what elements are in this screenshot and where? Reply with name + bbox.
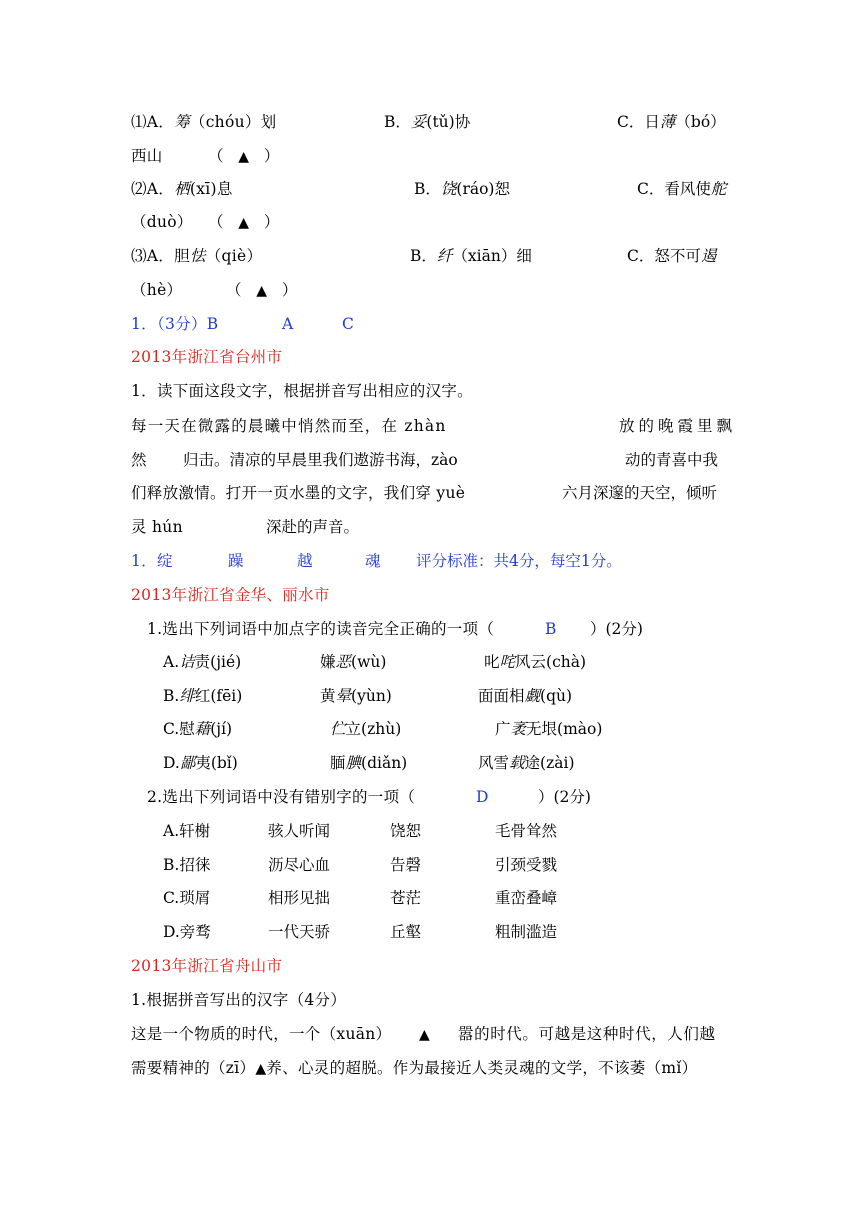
option-cell: 一代天骄 <box>268 923 331 941</box>
answer-item: 魂 <box>365 552 381 570</box>
option-cell: 告磬 <box>390 856 422 874</box>
paragraph-line: 们释放激情。打开一页水墨的文字，我们穿 yuè <box>131 484 466 502</box>
option-b: B．饶(ráo)恕 <box>414 180 510 198</box>
paragraph-line: 每一天在微露的晨曦中悄然而至，在 zhàn <box>131 417 447 435</box>
option-b: B．妥(tǔ)协 <box>384 113 471 131</box>
answer-item: D <box>476 788 489 806</box>
answer-item: B <box>545 620 557 638</box>
paragraph-text: 放的晚霞里飘 <box>619 417 737 435</box>
option-cell: B.绯红(fēi) <box>163 687 243 705</box>
question-line: ⑵A．栖(xī)息 <box>131 180 233 198</box>
triangle-icon: ▲ <box>256 283 268 299</box>
triangle-icon: ▲ <box>255 1061 267 1077</box>
option-cell: 叱咤风云(chà) <box>484 653 587 671</box>
option-cell: C.琐屑 <box>163 889 211 907</box>
question-line: 1.根据拼音写出的汉字（4分） <box>131 991 347 1009</box>
option-cell: 伫立(zhù) <box>330 720 402 738</box>
paragraph-line: 灵 hún <box>131 518 183 536</box>
section-heading: 2013年浙江省台州市 <box>131 348 283 366</box>
option-cell: C.慰藉(jí) <box>163 720 233 738</box>
option-cell: 丘壑 <box>390 923 422 941</box>
option-cell: A.诘责(jié) <box>163 653 242 671</box>
option-cell: 苍茫 <box>390 889 422 907</box>
option-cell: 重峦叠嶂 <box>495 889 558 907</box>
fill-blank <box>419 1019 430 1050</box>
question-line: （hè） <box>131 281 183 299</box>
triangle-icon: ▲ <box>419 1027 430 1043</box>
question-line: 1．读下面这段文字，根据拼音写出相应的汉字。 <box>131 382 473 400</box>
answer-line: 1．（3分）B <box>131 315 219 333</box>
option-cell: 嫌恶(wù) <box>320 653 387 671</box>
paragraph-text: 动的青喜中我 <box>625 451 719 469</box>
option-c: C．怒不可遏 <box>627 247 717 265</box>
option-cell: 黄晕(yùn) <box>320 687 392 705</box>
paragraph-line: 然 <box>131 451 147 469</box>
question-line: ⑴A．筹（chóu）划 <box>131 113 277 131</box>
score-note: ）(2分) <box>590 620 643 638</box>
option-cell: 相形见拙 <box>268 889 331 907</box>
option-cell: A.轩榭 <box>163 822 211 840</box>
paragraph-text: 嚣的时代。可越是这种时代，人们越 <box>458 1025 716 1043</box>
option-cell: 饶恕 <box>390 822 422 840</box>
option-cell: B.招徕 <box>163 856 211 874</box>
option-cell: D.鄙夷(bǐ) <box>163 754 238 772</box>
option-c: C．看风使舵 <box>637 180 727 198</box>
triangle-icon: ▲ <box>238 149 250 165</box>
answer-item: 躁 <box>228 552 244 570</box>
question-line: ⑶A．胆怯（qiè） <box>131 247 263 265</box>
triangle-icon: ▲ <box>238 215 250 231</box>
answer-item: A <box>282 315 294 333</box>
question-line: 1.选出下列词语中加点字的读音完全正确的一项（ <box>147 620 495 638</box>
question-line: （duò） <box>131 213 193 231</box>
paragraph-text: 归击。清凉的早晨里我们遨游书海，zào <box>183 451 458 469</box>
option-cell: 广袤无垠(mào) <box>495 720 603 738</box>
option-cell: D.旁骛 <box>163 923 211 941</box>
section-heading: 2013年浙江省金华、丽水市 <box>131 586 330 604</box>
question-line: 西山 <box>131 147 163 165</box>
paragraph-text: 六月深邃的天空，倾听 <box>562 484 718 502</box>
scoring-note: 评分标准：共4分，每空1分。 <box>416 552 622 570</box>
paragraph-text: 深赴的声音。 <box>266 518 360 536</box>
paragraph-line: 这是一个物质的时代，一个（xuān） <box>131 1025 392 1043</box>
answer-blank: （ ▲ ） <box>208 147 280 165</box>
answer-blank: （ ▲ ） <box>226 281 298 299</box>
option-b: B．纤（xiān）细 <box>410 247 532 265</box>
option-cell: 骇人听闻 <box>268 822 331 840</box>
question-line: 2.选出下列词语中没有错别字的一项（ <box>147 788 416 806</box>
section-heading: 2013年浙江省舟山市 <box>131 957 283 975</box>
option-cell: 风雪载途(zài) <box>478 754 575 772</box>
option-cell: 沥尽心血 <box>268 856 331 874</box>
option-cell: 毛骨耸然 <box>495 822 558 840</box>
answer-item: 越 <box>297 552 313 570</box>
paragraph-line: 需要精神的（zī）▲养、心灵的超脱。作为最接近人类灵魂的文学，不该萎（mǐ） <box>131 1059 698 1077</box>
answer-blank: （ ▲ ） <box>208 213 280 231</box>
answer-item: C <box>342 315 354 333</box>
option-cell: 粗制滥造 <box>495 923 558 941</box>
answer-line: 1．绽 <box>131 552 173 570</box>
option-c: C．日薄（bó） <box>617 113 726 131</box>
option-cell: 引颈受戮 <box>495 856 558 874</box>
option-cell: 面面相觑(qù) <box>478 687 573 705</box>
option-cell: 腼腆(diǎn) <box>330 754 408 772</box>
score-note: ）(2分) <box>538 788 591 806</box>
